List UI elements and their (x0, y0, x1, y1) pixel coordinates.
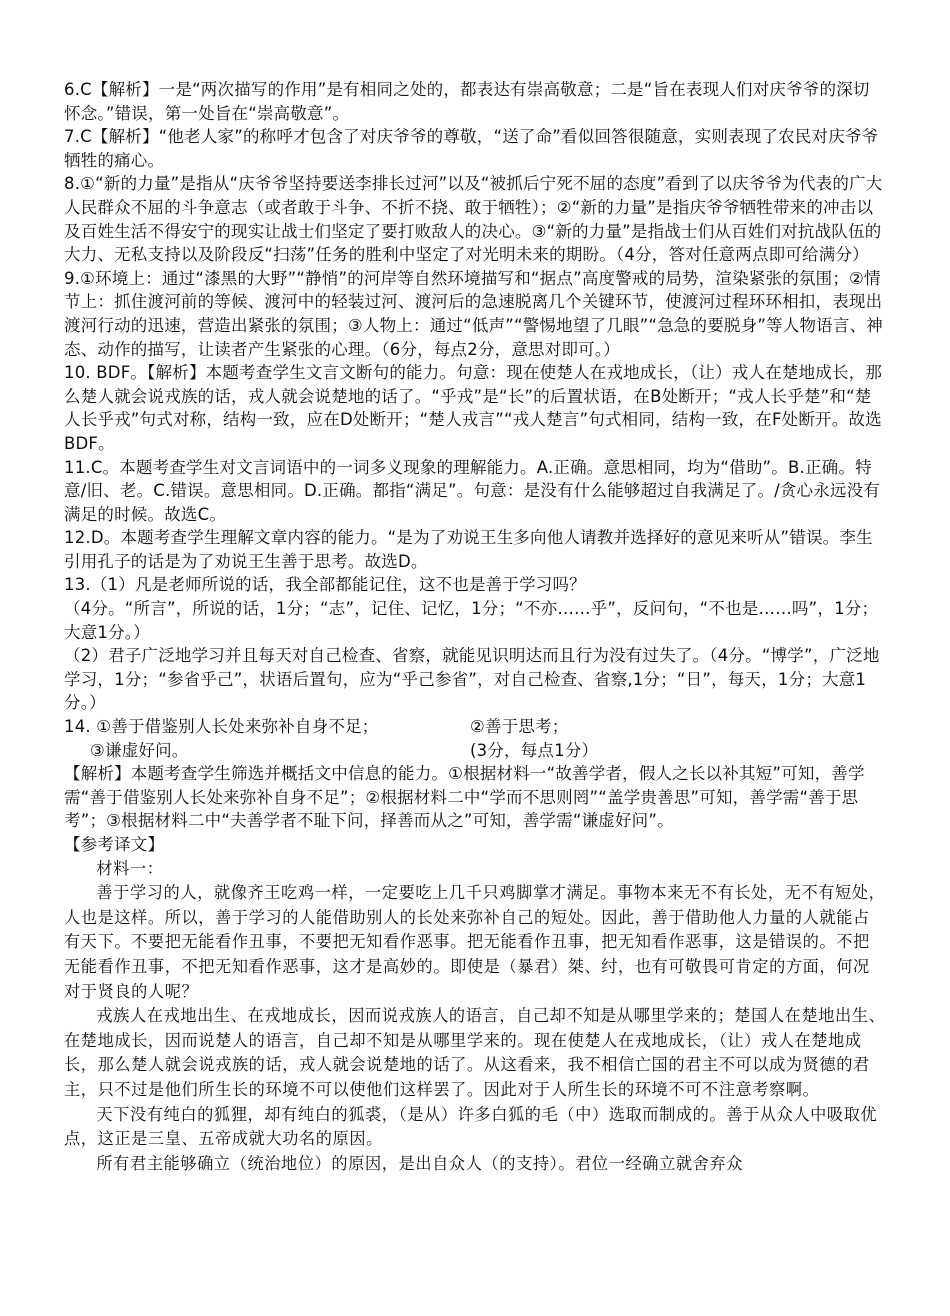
answer-8: 8.①“新的力量”是指从“庆爷爷坚持要送李排长过河”以及“被抓后宁死不屈的态度”看到了以庆爷爷为代表的广大人民群众不屈的斗争意志（或者敢于斗争、不折不挠、敢于牺牲）；②“新的力量”是指庆爷爷牺牲带来的冲击以及百姓生活不得安宁的现实让战士们坚定了要打败敌人的决心。③“新的力量”是指战士们从百姓们对抗战队伍的大力、无私支持以及阶段反“扫荡”任务的胜利中坚定了对光明未来的期盼。（4分，答对任意两点即可给满分） (64, 174, 883, 265)
translation-paragraph: 天下没有纯白的狐狸，却有纯白的狐裘，（是从）许多白狐的毛（中）选取而制成的。善于从众人中吸取优点，这正是三皇、五帝成就大功名的原因。 (64, 1104, 878, 1149)
translation-subhead: 材料一： (96, 858, 164, 878)
answer-13-part1-scoring: （4分。“所言”，所说的话，1分；“志”，记住、记忆，1分；“不亦……乎”，反问句，“不也是……吗”，1分；大意1分。） (64, 599, 879, 642)
reference-translation (64, 857, 886, 1177)
answer-14-row2 (64, 739, 886, 763)
answer-14-point2: ②善于思考； (470, 717, 569, 737)
answer-11: 11.C。本题考查学生对文言词语中的一词多义现象的理解能力。A.正确。意思相同，均为“借助”。B.正确。特意/旧、老。C.错误。意思相同。D.正确。都指“满足”。句意：是没有什么能够超过自我满足了。/贪心永远没有满足的时候。故选C。 (64, 457, 881, 524)
answer-14-scoring: (3分，每点1分） (470, 740, 599, 760)
translation-heading: 【参考译文】 (64, 835, 165, 854)
answer-14-point1: 14. ①善于借鉴别人长处来弥补自身不足； (64, 717, 379, 737)
answer-14-analysis: 【解析】本题考查学生筛选并概括文中信息的能力。①根据材料一“故善学者，假人之长以补其短”可知，善学需“善于借鉴别人长处来弥补自身不足”；②根据材料二中“学而不思则罔”“盖学贵善思”可知，善学需“善于思考”；③根据材料二中“夫善学者不耻下问，择善而从之”可知，善学需“谦虚好问”。 (64, 764, 865, 831)
answer-13-part2: （2）君子广泛地学习并且每天对自己检查、省察，就能见识明达而且行为没有过失了。（4分。“博学”，广泛地学习，1分；“参省乎己”，状语后置句，应为“乎己参省”，对自己检查、省察,1分；“日”，每天，1分；大意1分。） (64, 646, 880, 713)
answer-14-point3: ③谦虚好问。 (90, 740, 189, 760)
translation-paragraph: 戎族人在戎地出生、在戎地成长，因而说戎族人的语言，自己却不知是从哪里学来的；楚国人在楚地出生、在楚地成长，因而说楚人的语言，自己却不知是从哪里学来的。现在使楚人在戎地成长，（让）戎人在楚地成长，那么楚人就会说戎族的话，戎人就会说楚地的话了。从这看来，我不相信亡国的君主不可以成为贤德的君主，只不过是他们所生长的环境不可以使他们这样罢了。因此对于人所生长的环境不可不注意考察啊。 (64, 1006, 886, 1099)
answer-14-row1 (64, 715, 886, 739)
answer-13-part1: 13.（1）凡是老师所说的话，我全部都能记住，这不也是善于学习吗？ (64, 575, 586, 595)
answer-7: 7.C【解析】“他老人家”的称呼才包含了对庆爷爷的尊敬，“送了命”看似回答很随意，实则表现了农民对庆爷爷牺牲的痛心。 (64, 127, 879, 170)
answer-6: 6.C【解析】一是“两次描写的作用”是有相同之处的，都表达有崇高敬意；二是“旨在表现人们对庆爷爷的深切怀念。”错误，第一处旨在“崇高敬意”。 (64, 80, 870, 123)
answer-10: 10. BDF。【解析】本题考查学生文言文断句的能力。句意：现在使楚人在戎地成长，（让）戎人在楚地成长，那么楚人就会说戎族的话，戎人就会说楚地的话了。“乎戎”是“长”的后置状语，在B处断开；“戎人长乎楚”和“楚人长乎戎”句式对称，结构一致，应在D处断开；“楚人戎言”“戎人楚言”句式相同，结构一致，在F处断开。故选BDF。 (64, 363, 883, 453)
translation-paragraph: 所有君主能够确立（统治地位）的原因，是出自众人（的支持）。君位一经确立就舍弃众 (96, 1153, 743, 1173)
answer-key (64, 78, 886, 1176)
translation-paragraph: 善于学习的人，就像齐王吃鸡一样，一定要吃上几千只鸡脚掌才满足。事物本来无不有长处，无不有短处，人也是这样。所以，善于学习的人能借助别人的长处来弥补自己的短处。因此，善于借助他人力量的人就能占有天下。不要把无能看作丑事，不要把无知看作恶事。把无能看作丑事，把无知看作恶事，这是错误的。不把无能看作丑事，不把无知看作恶事，这才是高妙的。即使是（暴君）桀、纣，也有可敬畏可肯定的方面，何况对于贤良的人呢？ (64, 883, 886, 1001)
answer-12: 12.D。本题考查学生理解文章内容的能力。“是为了劝说王生多向他人请教并选择好的意见来听从”错误。李生引用孔子的话是为了劝说王生善于思考。故选D。 (64, 528, 873, 571)
answer-9: 9.①环境上：通过“漆黑的大野”“静悄”的河岸等自然环境描写和“据点”高度警戒的局势，渲染紧张的氛围；②情节上：抓住渡河前的等候、渡河中的轻装过河、渡河后的急速脱离几个关键环节，使渡河过程环环相扣，表现出渡河行动的迅速，营造出紧张的氛围；③人物上：通过“低声”“警惕地望了几眼”“急急的要脱身”等人物语言、神态、动作的描写，让读者产生紧张的心理。（6分，每点2分，意思对即可。） (64, 268, 883, 359)
